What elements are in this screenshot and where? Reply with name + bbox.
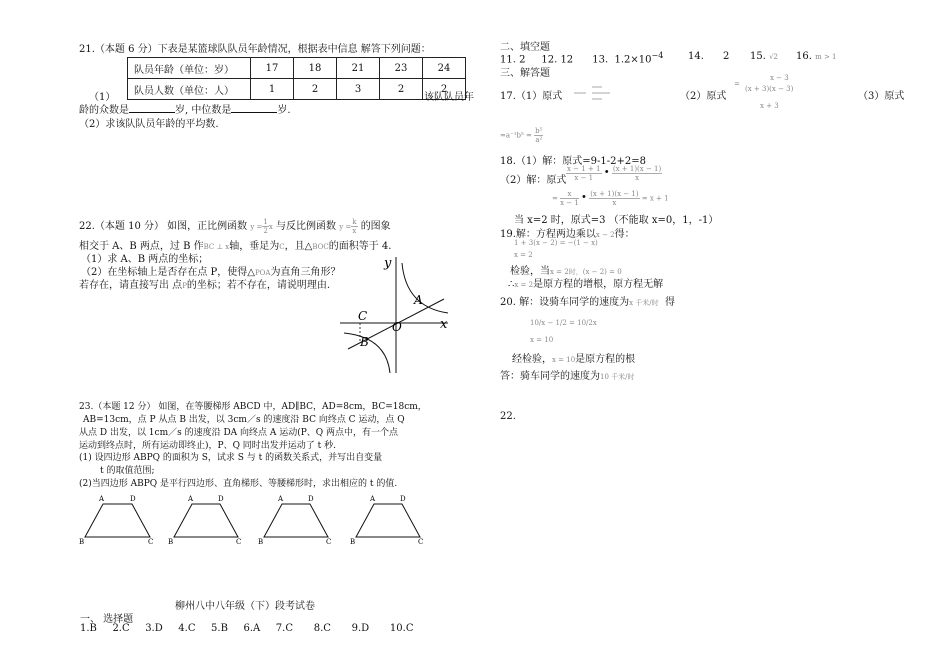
fill-answer-15-wrap <box>750 51 778 62</box>
table-header-count: 队员人数（单位：人） <box>128 79 251 100</box>
table-cell: 24 <box>423 58 466 79</box>
denominator: x − 1 <box>574 174 594 182</box>
choice-answer: 9.D <box>351 623 370 634</box>
fill-answer-14: 2 <box>722 51 730 62</box>
trap-label-c: C <box>326 538 332 546</box>
faint-formula: x − 2 <box>595 231 615 239</box>
q20-text: 20. 解：设骑车同学的速度为 <box>500 297 630 308</box>
trapezoid-shape <box>174 504 238 537</box>
q22-text: 的图象 <box>360 221 391 232</box>
q20-text: 经检验， <box>512 354 552 365</box>
choice-answer: 5.B <box>211 623 228 634</box>
denominator: x <box>352 227 357 235</box>
numerator: (x + 1)(x − 1) <box>612 165 662 173</box>
fill-answer: 13. <box>592 54 609 66</box>
dot-operator: • <box>581 192 587 204</box>
faint-formula: x = 10 <box>552 356 576 364</box>
q22-text: 若存在，请直接写出 点 <box>79 280 183 291</box>
q17-faint-last <box>500 127 543 144</box>
q19-text: 检验，当 <box>510 266 550 277</box>
choice-answer: 8.C <box>313 623 331 634</box>
table-cell: 1 <box>251 79 294 100</box>
q22-text: 与反比例函数 <box>276 221 337 232</box>
trap-label-c: C <box>148 538 154 546</box>
graph-label-c: C <box>358 309 368 323</box>
fill-answer-15: √2 <box>769 53 779 61</box>
fraction <box>534 127 543 144</box>
q22-text: 相交于 A、B 两点，过 B 作 <box>79 241 204 252</box>
fill-answer: 14. <box>688 51 704 62</box>
faint-formula: P <box>182 282 187 290</box>
q19-faint-line2: x = 2 <box>514 251 533 259</box>
q20-text: 答：骑车同学的速度为 <box>500 371 600 382</box>
graph-label-y: y <box>384 256 392 271</box>
faint-formula: = x + 1 <box>641 194 669 203</box>
trapezoid-shape <box>356 504 420 537</box>
q19-text: 19.解：方程两边乘以 <box>500 229 596 240</box>
median-blank <box>231 103 277 113</box>
faint-formula: x 千米/时 <box>629 299 659 307</box>
faint-formula: y = <box>250 223 263 231</box>
trapezoid-2 <box>168 495 241 546</box>
fill-answer-14-wrap <box>688 51 729 62</box>
q20-text: 得 <box>664 297 675 308</box>
choice-answers <box>80 623 413 634</box>
age-table <box>127 57 466 100</box>
graph-label-a: A <box>414 293 423 307</box>
trap-label-c: C <box>236 538 242 546</box>
q22-part1: （1）求 A、B 两点的坐标； <box>81 254 209 265</box>
q23-line1: 23.（本题 12 分） 如图，在等腰梯形 ABCD 中，AD∥BC，AD=8cm，BC=18cm， <box>79 402 427 412</box>
q17-part1: 17.（1）原式 <box>500 91 563 102</box>
q18-part1: 18.（1）解：原式=9-1-2+2=8 <box>500 156 646 167</box>
q21-mode-text: 龄的众数是 <box>79 105 129 116</box>
faint-formula: C <box>279 243 285 251</box>
trapezoid-shape <box>85 504 150 537</box>
section-choice-heading: 一、 选择题 <box>80 614 134 625</box>
section-fill-heading: 二、填空题 <box>500 42 550 53</box>
q19-text: ∴ <box>508 279 515 290</box>
numerator: (x + 1)(x − 1) <box>590 190 639 198</box>
q21-part1-line2 <box>79 101 291 116</box>
section-solve-heading: 三、解答题 <box>500 68 550 79</box>
q23-line4: 运动到终点时，所有运动即终止)，P、Q 同时出发并运动了 t 秒. <box>79 441 337 451</box>
q23-line2: AB=13cm，点 P 从点 B 出发，以 3cm／s 的速度沿 BC 向终点 C 运动，点 Q <box>83 415 405 425</box>
dot-operator: • <box>603 167 610 179</box>
numerator: 1 <box>263 218 268 226</box>
q21-end-text: 岁. <box>277 105 291 116</box>
q23-line3: 从点 D 出发，以 1cm／s 的速度沿 DA 向终点 A 运动(P、Q 两点中，有一个点 <box>79 428 399 438</box>
table-cell: 18 <box>294 58 337 79</box>
q17-faint-bot: x + 3 <box>760 102 779 110</box>
numerator: x <box>560 190 579 199</box>
exponent: −4 <box>651 51 664 60</box>
q17-faint-expr <box>572 82 612 104</box>
hyperbola-graph <box>336 255 456 375</box>
table-cell: 2 <box>380 79 423 100</box>
table-cell: 21 <box>337 58 380 79</box>
q21-median-text: 岁, 中位数是 <box>175 105 232 116</box>
table-cell: 17 <box>251 58 294 79</box>
fraction <box>589 190 639 207</box>
graph-label-b: B <box>360 335 369 349</box>
q18-faint-row1 <box>566 165 662 182</box>
q22-text: 的面积等于 4. <box>328 241 392 252</box>
q21-part1-tail: 该队队员年 <box>424 92 474 103</box>
q22-text: 的坐标；若不存在，请说明理由. <box>186 280 331 291</box>
q17-faint-top: x − 3 <box>770 74 789 82</box>
faint-formula: y = <box>339 223 352 231</box>
q17-faint-eq: = <box>734 80 740 88</box>
mode-blank <box>129 103 175 113</box>
trap-label-b: B <box>168 538 174 546</box>
numerator: b⁵ <box>535 127 543 135</box>
q19-part1 <box>500 225 635 240</box>
q18-part2: （2）解：原式 <box>500 175 567 186</box>
choice-answer: 4.C <box>178 623 196 634</box>
q18-part3: 当 x=2 时，原式=3 （不能取 x=0，1，-1） <box>514 215 719 226</box>
trap-label-b: B <box>79 538 85 546</box>
faint-formula: BC ⊥ x <box>203 243 230 251</box>
choice-answer: 6.A <box>243 623 261 634</box>
graph-label-x: x <box>440 317 448 332</box>
trap-label-b: B <box>258 538 264 546</box>
q19-text: 是原方程的增根，原方程无解 <box>533 279 664 290</box>
trap-label-d: D <box>400 495 406 503</box>
numerator: k <box>352 218 357 226</box>
choice-answer: 2.C <box>112 623 130 634</box>
faint-formula: x = 2 <box>514 281 534 289</box>
fill-answer-16: m > 1 <box>815 53 837 61</box>
fill-answer-13: 1.2×10 <box>614 54 652 66</box>
fraction <box>560 190 579 207</box>
denominator: x <box>635 174 640 182</box>
hyperbola-branch-right <box>402 263 448 313</box>
q22-text: 22.（本题 10 分） 如图，正比例函数 <box>79 221 248 232</box>
q22-text: ，且△ <box>284 241 313 252</box>
q23-line7: (2)当四边形 ABPQ 是平行四边形、直角梯形、等腰梯形时，求出相应的 t 的值. <box>79 479 398 489</box>
q19-faint-line1: 1 + 3(x − 2) = −(1 − x) <box>514 239 598 247</box>
q21-part2: （2）求该队队员年龄的平均数. <box>79 119 219 130</box>
trap-label-a: A <box>188 495 194 503</box>
denominator: 2 <box>263 227 268 235</box>
exam-title: 柳州八中八年级（下）段考试卷 <box>175 601 315 612</box>
faint-formula: x <box>268 223 273 231</box>
q22-text: 为直角三角形？ <box>270 267 341 278</box>
fraction <box>612 165 662 182</box>
q18-faint-row2: = $\frac{x}{x - 1}$ • $\frac{(x + 1)(x - 1)}{x} = x + 1$ <box>552 190 669 207</box>
fraction <box>566 165 602 182</box>
trapezoid-1 <box>79 495 153 546</box>
fill-answer-16-wrap <box>796 51 837 62</box>
faint-formula: x = 2时，(x − 2) = 0 <box>550 268 622 276</box>
fill-answer: 15. <box>750 51 766 62</box>
table-cell: 23 <box>380 58 423 79</box>
trap-label-a: A <box>99 495 105 503</box>
q19-part3 <box>508 275 663 290</box>
q20-part2 <box>512 350 635 365</box>
faint-formula: =a⁻¹b⁵ = <box>500 131 532 140</box>
choice-answer: 10.C <box>389 623 414 634</box>
numerator: x − 1 + 1 <box>567 165 601 173</box>
q22-text: 轴，垂足为 <box>229 241 280 252</box>
trap-label-d: D <box>130 495 136 503</box>
faint-formula: BOC <box>312 243 329 251</box>
q20-text: 是原方程的根 <box>575 354 636 365</box>
choice-answer: 3.D <box>145 623 163 634</box>
q20-part1 <box>500 293 675 308</box>
trapezoid-4 <box>350 495 423 546</box>
q20-faint-line1: 10/x − 1/2 = 10/2x <box>530 319 597 327</box>
table-header-age: 队员年龄（单位：岁） <box>128 58 251 79</box>
table-row <box>128 79 466 100</box>
trapezoid-shape <box>264 504 328 537</box>
choice-answer: 7.C <box>275 623 293 634</box>
trap-label-b: B <box>350 538 356 546</box>
trap-label-c: C <box>418 538 424 546</box>
q20-part3 <box>500 367 635 382</box>
denominator: x <box>612 199 617 207</box>
q17-part2: （2）原式 <box>680 91 727 102</box>
faint-formula: POA <box>254 269 271 277</box>
table-cell: 3 <box>337 79 380 100</box>
denominator: x − 1 <box>560 199 579 207</box>
fraction <box>351 218 357 235</box>
fill-answer: 11. 2 <box>500 54 526 66</box>
trapezoid-3 <box>258 495 331 546</box>
table-row <box>128 58 466 79</box>
graph-label-o: O <box>392 320 402 334</box>
trap-label-d: D <box>218 495 224 503</box>
q22-text: （2）在坐标轴上是否存在点 P，使得△ <box>81 267 255 278</box>
q20-faint-line2: x = 10 <box>530 336 554 344</box>
fill-answer: 16. <box>796 51 812 62</box>
faint-formula: 10 千米/时 <box>600 373 635 381</box>
q22-number: 22. <box>500 411 516 422</box>
trap-label-a: A <box>278 495 284 503</box>
q23-line5: (1) 设四边形 ABPQ 的面积为 S，试求 S 与 t 的函数关系式，并写出自变量 <box>79 453 383 463</box>
q19-text: 得： <box>614 229 635 240</box>
denominator: a² <box>535 136 543 144</box>
choice-answer: 1.B <box>80 623 97 634</box>
q21-intro: 21.（本题 6 分）下表是某篮球队队员年龄情况，根据表中信息 解答下列问题： <box>79 44 431 55</box>
fill-answer: 12. 12 <box>541 54 574 66</box>
trapezoid-figures <box>70 492 470 552</box>
q17-faint-mid: (x + 3)(x − 3) <box>745 85 794 93</box>
q23-line6: t 的取值范围; <box>100 466 155 476</box>
q21-part1-label: （1） <box>89 92 116 103</box>
trap-label-d: D <box>308 495 314 503</box>
table-cell: 2 <box>294 79 337 100</box>
q22-line1 <box>79 217 391 235</box>
q22-part3 <box>79 276 330 291</box>
trap-label-a: A <box>370 495 376 503</box>
q17-part3: （3）原式 <box>858 91 905 102</box>
table-cell: 2 <box>423 79 466 100</box>
